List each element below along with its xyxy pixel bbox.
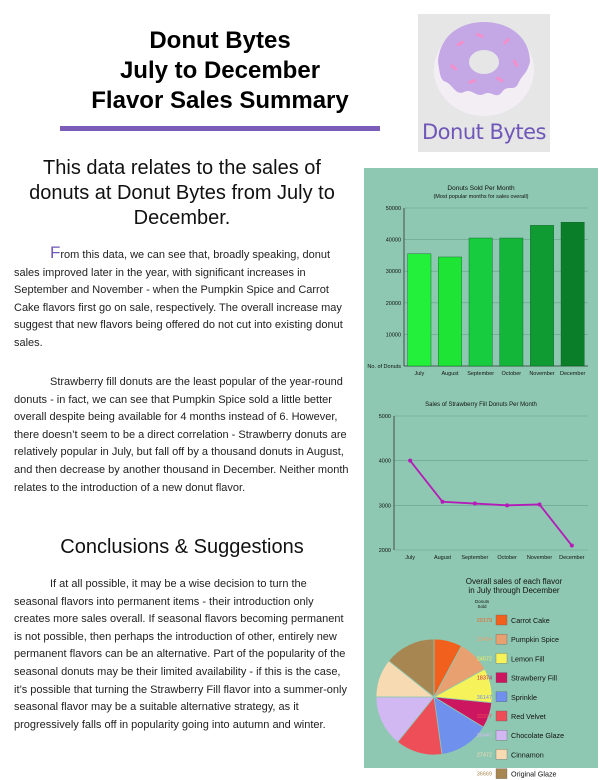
bar bbox=[561, 222, 584, 366]
x-tick-label: July bbox=[414, 371, 425, 377]
legend-label: Sprinkle bbox=[511, 692, 537, 702]
data-point bbox=[538, 502, 542, 506]
y-tick-label: 30000 bbox=[385, 269, 401, 276]
legend-value: 36669 bbox=[476, 771, 492, 778]
paragraph-strawberry: Strawberry fill donuts are the least popular of the year-round donuts - in fact, we can see that Pumpkin Spice sold a little better overall despite being available for 4 months instead of 6. However, there doesn’t seem to be a direct correlation - Strawberry donuts are relatively popular in July, but fall off by a thousand donuts in August, and then decrease by another thousand in December. Neither month relates to the introduction of a new donut flavor. bbox=[14, 376, 349, 494]
y-tick-label: 3000 bbox=[378, 503, 391, 510]
data-point bbox=[570, 544, 574, 548]
legend-swatch bbox=[496, 749, 507, 759]
legend-swatch bbox=[496, 692, 507, 702]
y-axis-label: No. of Donuts bbox=[367, 364, 401, 370]
x-tick-label: November bbox=[526, 555, 553, 561]
data-point bbox=[473, 502, 477, 506]
bar-chart bbox=[364, 168, 598, 388]
x-tick-label: July bbox=[405, 555, 416, 561]
legend-label: Lemon Fill bbox=[511, 654, 545, 664]
bar bbox=[408, 254, 431, 366]
legend-swatch bbox=[496, 653, 507, 663]
bar bbox=[530, 225, 553, 366]
chart-subtitle: (Most popular months for sales overall) bbox=[433, 194, 529, 200]
pie-chart bbox=[364, 570, 598, 779]
legend-value: 24572 bbox=[476, 656, 492, 663]
legend-value: 23454 bbox=[476, 637, 492, 644]
x-tick-label: December bbox=[559, 555, 585, 561]
bar bbox=[438, 257, 461, 366]
legend-swatch bbox=[496, 673, 507, 683]
charts-panel bbox=[364, 168, 598, 779]
legend-swatch bbox=[496, 615, 507, 625]
legend-label: Cinnamon bbox=[511, 750, 544, 760]
legend-value: 18374 bbox=[476, 675, 492, 682]
donut-icon bbox=[418, 14, 550, 124]
line-chart bbox=[364, 396, 598, 566]
bar bbox=[469, 238, 492, 366]
bar bbox=[500, 238, 523, 366]
y-tick-label: 5000 bbox=[378, 414, 391, 420]
page-title bbox=[40, 26, 400, 116]
chart-title: in July through December bbox=[468, 586, 560, 595]
chart-title: Overall sales of each flavor bbox=[465, 577, 563, 586]
y-tick-label: 40000 bbox=[385, 237, 401, 244]
x-tick-label: December bbox=[559, 371, 586, 377]
chart-title: Sales of Strawberry Fill Donuts Per Month bbox=[425, 402, 537, 408]
intro-text: This data relates to the sales of donuts at Donut Bytes from July to December. bbox=[29, 157, 335, 229]
legend-label: Chocolate Glaze bbox=[511, 731, 565, 741]
legend-swatch bbox=[496, 769, 507, 779]
paragraph-conclusions: If at all possible, it may be a wise decision to turn the seasonal flavors into permanent items - their introduction only creates more sales overall. If seasonal flavors becoming permanent is not possible, then perhaps the introduction of other, entirely new permanent flavors can be an alternative. Part of the popularity of the seasonal donuts may be their limited availability - if this is the case, it’s possible that turning the Strawberry Fill flavor into a summer-only seasonal flavor may be a suitable alternative strategy, as it progressively falls off in popularity going into autumn and winter. bbox=[14, 578, 347, 731]
legend-label: Original Glaze bbox=[511, 769, 557, 779]
x-tick-label: August bbox=[441, 371, 459, 377]
legend-value: 20179 bbox=[476, 618, 492, 624]
title-line: July to December bbox=[119, 57, 321, 84]
legend-swatch bbox=[496, 730, 507, 740]
logo bbox=[418, 14, 550, 152]
series-line bbox=[410, 461, 572, 546]
legend-label: Red Velvet bbox=[511, 712, 546, 721]
legend-label: Carrot Cake bbox=[511, 616, 550, 625]
paragraph-text: rom this data, we can see that, broadly speaking, donut sales improved later in the year, with significant increases in September and November - when the Pumpkin Spice and Carrot Cake flavors first go on sale, respectively. The overall increase may suggest that new flavors being offered do not cut into existing donut sales. bbox=[14, 249, 343, 349]
data-point bbox=[505, 503, 509, 507]
x-tick-label: September bbox=[467, 371, 495, 377]
legend-header: Donuts bbox=[474, 599, 490, 604]
legend-swatch bbox=[496, 711, 507, 721]
chart-title: Donuts Sold Per Month bbox=[447, 185, 515, 192]
x-tick-label: August bbox=[433, 555, 452, 561]
data-point bbox=[408, 459, 412, 463]
logo-text: Donut Bytes bbox=[422, 120, 546, 144]
conclusions-heading: Conclusions & Suggestions bbox=[60, 536, 304, 558]
y-tick-label: 4000 bbox=[378, 458, 391, 465]
y-tick-label: 2000 bbox=[378, 548, 391, 554]
legend-swatch bbox=[496, 634, 507, 644]
x-tick-label: October bbox=[497, 555, 517, 561]
legend-value: 36147 bbox=[476, 694, 492, 701]
legend-header: Sold bbox=[477, 604, 487, 609]
y-tick-label: 20000 bbox=[385, 300, 401, 307]
y-tick-label: 50000 bbox=[385, 206, 401, 212]
title-divider bbox=[60, 126, 380, 131]
legend-label: Pumpkin Spice bbox=[511, 635, 559, 645]
x-tick-label: September bbox=[461, 555, 489, 561]
legend-value: 33377 bbox=[476, 714, 492, 720]
drop-cap: F bbox=[50, 243, 61, 262]
legend-value: 36447 bbox=[476, 733, 492, 740]
title-line: Donut Bytes bbox=[149, 27, 291, 54]
legend-label: Strawberry Fill bbox=[511, 673, 557, 683]
x-tick-label: October bbox=[501, 371, 522, 377]
title-line: Flavor Sales Summary bbox=[91, 87, 349, 114]
y-tick-label: 10000 bbox=[385, 332, 401, 339]
x-tick-label: November bbox=[529, 371, 555, 377]
paragraph-findings bbox=[14, 244, 350, 353]
legend-value: 27472 bbox=[476, 752, 492, 759]
data-point bbox=[441, 500, 445, 504]
